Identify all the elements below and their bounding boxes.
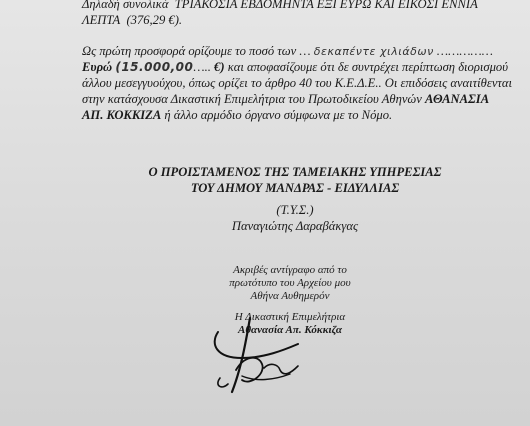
copy-line-1: Ακριβές αντίγραφο από το [233,264,347,276]
heading-line-1: Ο ΠΡΟΙΣΤΑΜΕΝΟΣ ΤΗΣ ΤΑΜΕΙΑΚΗΣ ΥΠΗΡΕΣΙΑΣ [148,165,442,179]
para-name-last: ΑΠ. ΚΟΚΚΙΖΑ [82,108,162,122]
bailiff-title: Η Δικαστική Επιμελήτρια [234,311,346,323]
para-line-2: άλλου μεσεγγυούχου, όπως ορίζει το άρθρο 40 του Κ.Ε.Δ.Ε.. Οι επιδόσεις αναιτίθενται [82,76,513,90]
offer-text: Ως πρώτη προσφορά ορίζουμε το ποσό των [82,44,297,58]
para-line-4-text: ή άλλο αρμόδιο όργανο σύμφωνα με το Νόμο. [164,108,393,122]
heading-line-2: ΤΟΥ ΔΗΜΟΥ ΜΑΝΔΡΑΣ - ΕΙΔΥΛΛΙΑΣ [190,181,400,195]
para-line-3-text: στην κατάσχουσα Δικαστική Επιμελήτρια του Πρωτοδικείου Αθηνών [82,92,422,106]
total-cents-line [82,13,182,28]
offer-line: Ως πρώτη προσφορά ορίζουμε το ποσό των … δεκαπέντε χιλιάδων …………… [82,44,493,58]
euro-rest: και αποφασίζουμε ότι δε συντρέχει περίπτωση διορισμού [227,60,508,74]
tys-label: (Τ.Υ.Σ.) [276,203,314,217]
offer-handwritten: δεκαπέντε χιλιάδων [313,45,434,58]
euro-label: Ευρώ [82,60,113,74]
copy-line-2: πρωτότυπο του Αρχείου μου [229,277,351,289]
officer-name: Παναγιώτης Δαραβάκγας [231,219,359,233]
para-line-4 [82,108,392,123]
total-amount: (376,29 €). [126,13,183,27]
total-prefix: Δηλαδή συνολικά [82,0,169,11]
para-line-3 [82,92,489,107]
total-words: ΤΡΙΑΚΟΣΙΑ ΕΒΔΟΜΗΝΤΑ ΕΞΙ ΕΥΡΩ ΚΑΙ ΕΙΚΟΣΙ ΕΝΝΙΑ [174,0,478,11]
total-amount-line [82,0,478,12]
bailiff-signature [180,300,330,410]
euro-symbol: €) [214,60,225,74]
copy-line-3: Αθήνα Αυθημερόν [250,290,330,302]
euro-line: Ευρώ (15.000,00….. €) και αποφασίζουμε ότι δε συντρέχει περίπτωση διορισμού [82,60,508,74]
euro-amount: (15.000,00 [115,60,194,74]
total-cents: ΛΕΠΤΑ [82,13,121,27]
bailiff-name: Αθανασία Απ. Κόκκιζα [238,324,342,336]
para-name-first: ΑΘΑΝΑΣΙΑ [424,92,490,106]
